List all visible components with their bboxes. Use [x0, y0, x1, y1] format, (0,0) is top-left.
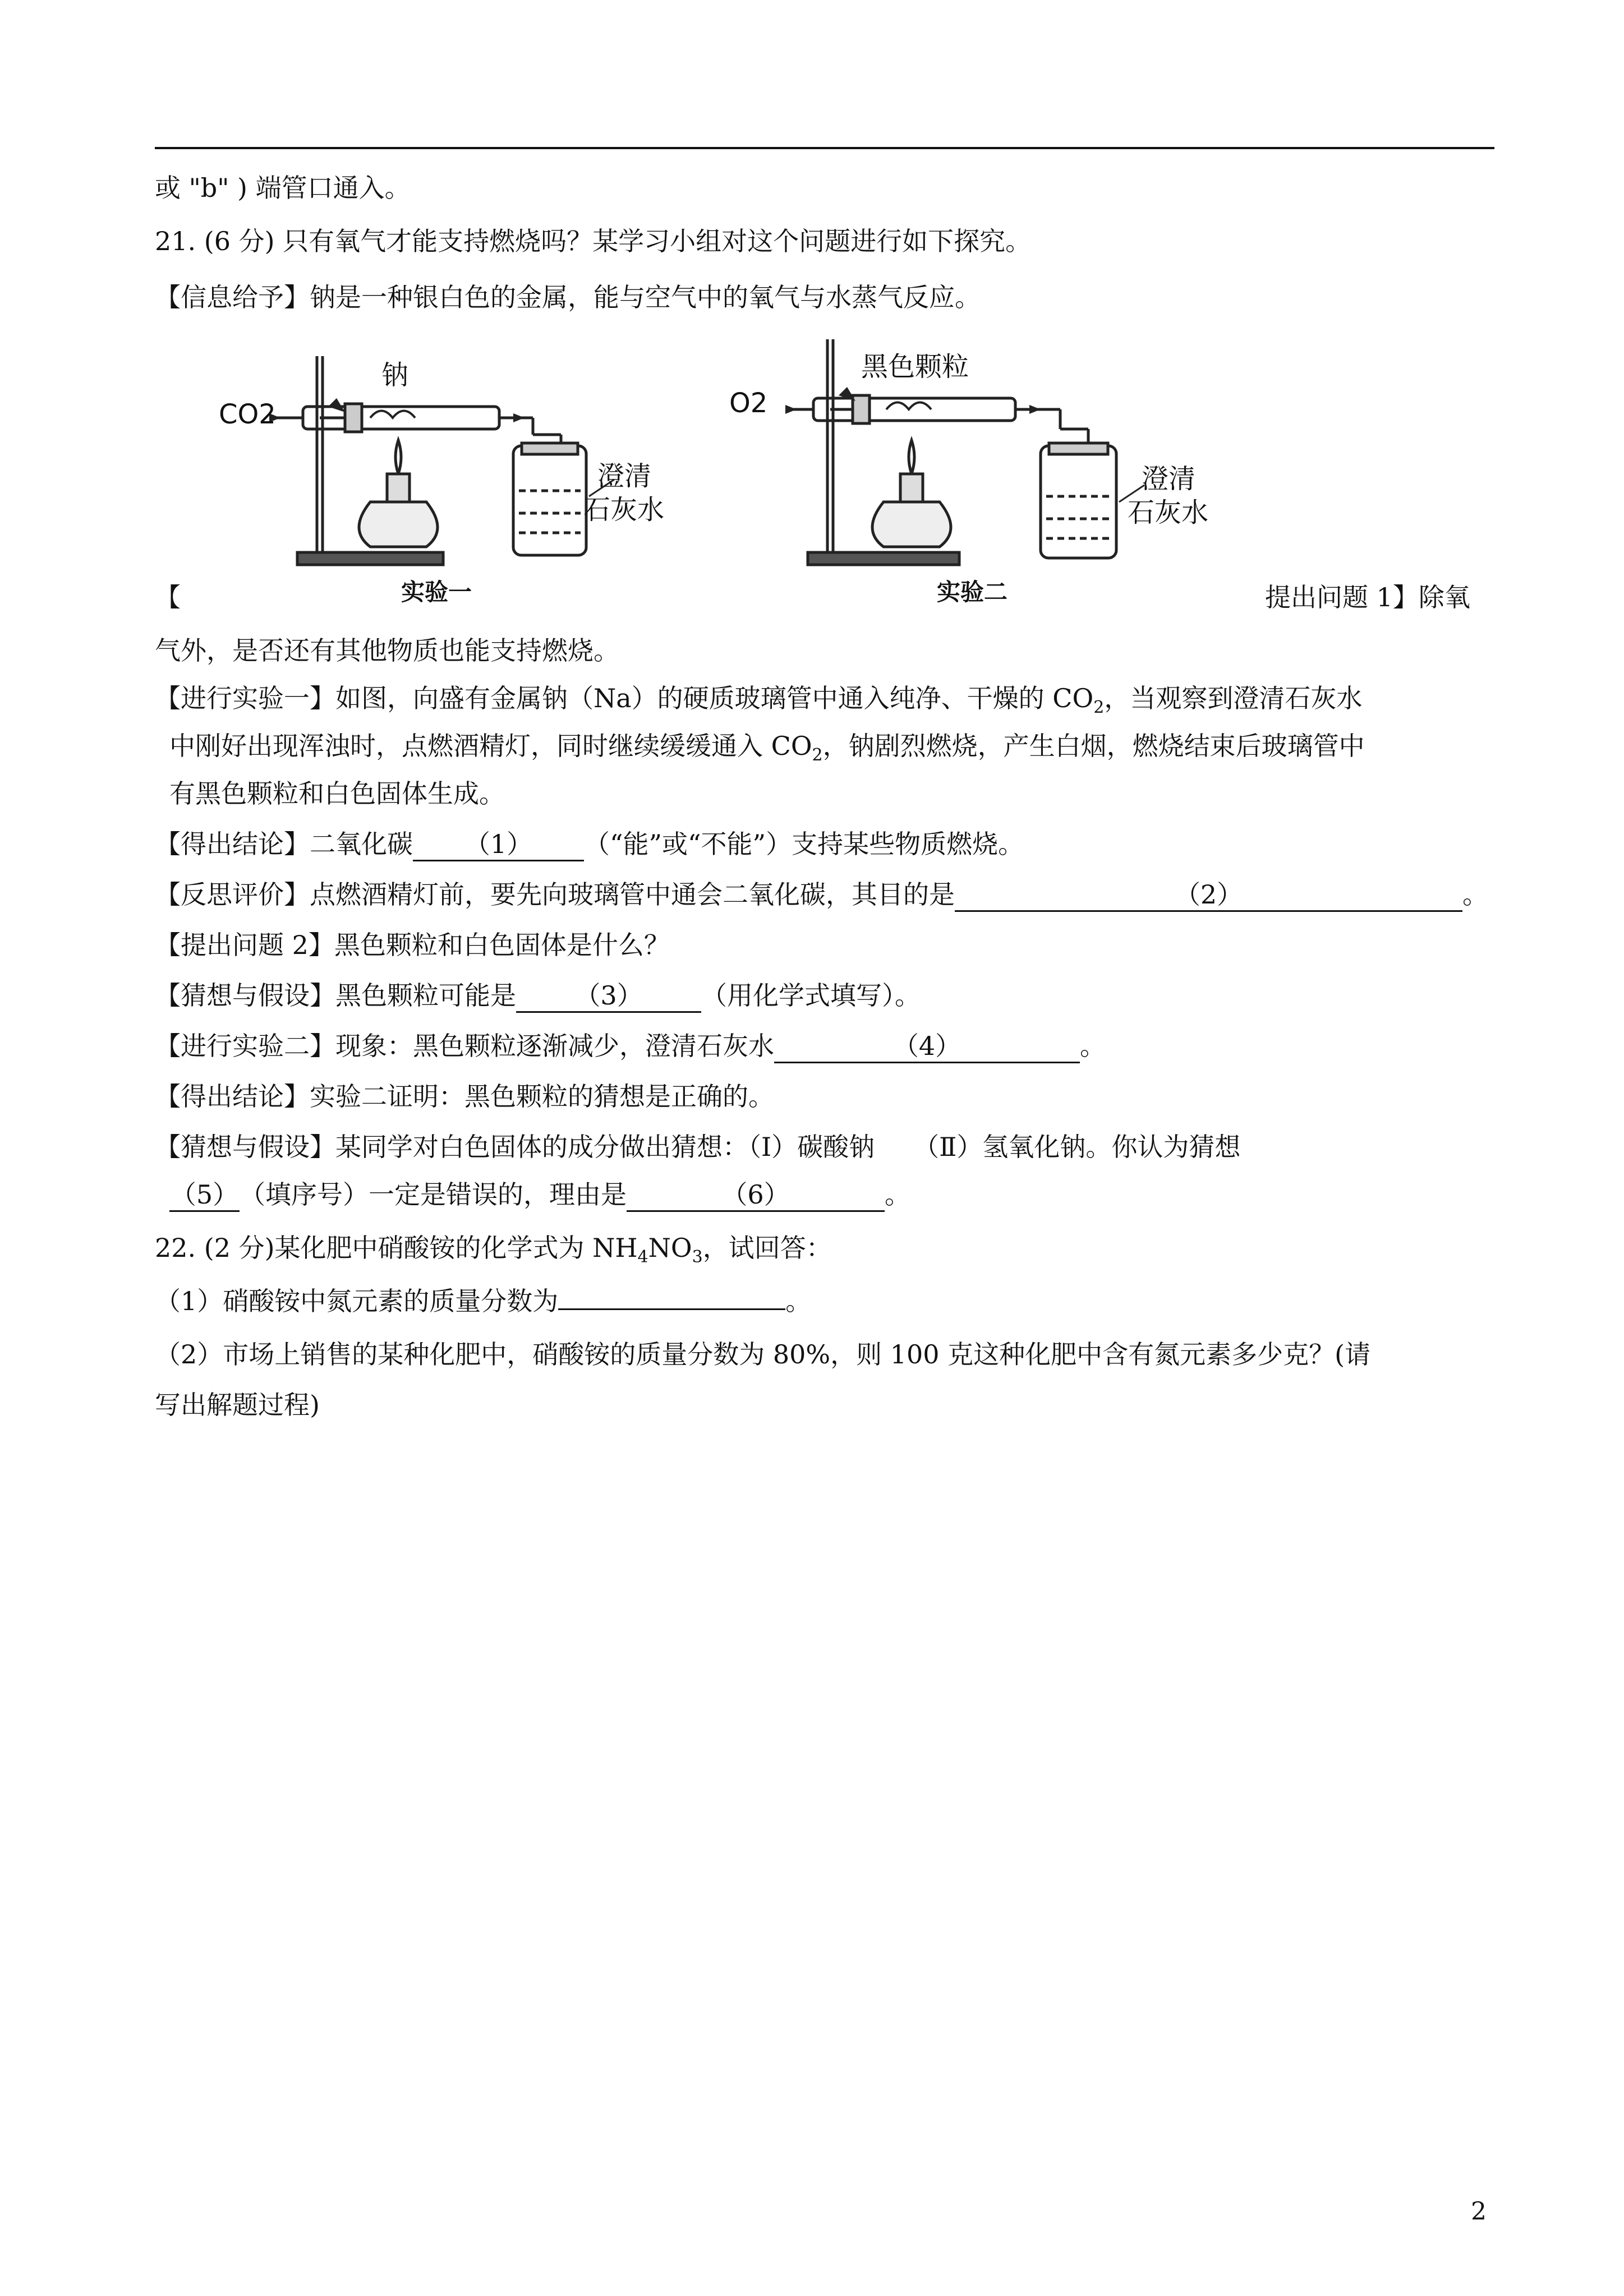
- q1-heading: 提出问题 1】除氧: [1265, 582, 1470, 612]
- answer-blank-6[interactable]: （6）: [627, 1179, 885, 1212]
- experiment-2: 【进行实验二】现象：黑色颗粒逐渐减少，澄清石灰水 （4） 。: [155, 1029, 1496, 1063]
- fig2-bottle-label-2: 石灰水: [1128, 497, 1209, 528]
- question-2: 【提出问题 2】黑色颗粒和白色固体是什么？: [155, 930, 670, 960]
- page-number: 2: [1471, 2197, 1487, 2226]
- fig2-top-label: 黑色颗粒: [861, 351, 969, 382]
- reflection: 【反思评价】点燃酒精灯前，要先向玻璃管中通会二氧化碳，其目的是 （2） 。: [155, 878, 1496, 912]
- q22-part-2-line-2: 写出解题过程): [155, 1390, 320, 1420]
- q22-part-2-line-1: （2）市场上销售的某种化肥中，硝酸铵的质量分数为 80%，则 100 克这种化肥中含有氮元素多少克？(请: [155, 1339, 1371, 1370]
- fig2-bottle-label-1: 澄清: [1142, 463, 1196, 495]
- apparatus-diagrams: [202, 334, 1324, 614]
- fig2-gas-label: O2: [729, 388, 768, 419]
- fig2-caption: 实验二: [937, 578, 1008, 606]
- experiment-figures: [202, 334, 1324, 614]
- inlet-arrow-2: [785, 405, 797, 414]
- answer-blank-3[interactable]: （3）: [516, 980, 701, 1013]
- header-rule: [155, 147, 1494, 149]
- fig1-bottle-label-2: 石灰水: [583, 494, 665, 525]
- q21-info: 【信息给予】钠是一种银白色的金属，能与空气中的氧气与水蒸气反应。: [155, 282, 981, 312]
- fig1-bottle-label-1: 澄清: [597, 460, 652, 492]
- outlet-arrow-2: [1029, 405, 1041, 414]
- hypothesis-2-line-2: （5）（填序号）一定是错误的，理由是 （6） 。: [169, 1178, 1510, 1212]
- hypothesis-2-line-1: 【猜想与假设】某同学对白色固体的成分做出猜想：（Ⅰ）碳酸钠 （Ⅱ）氢氧化钠。你认为猜想: [155, 1132, 1241, 1162]
- q22-title: 22. (2 分)某化肥中硝酸铵的化学式为 $NH_4NO_3$，试回答：: [155, 1233, 832, 1267]
- answer-blank-5[interactable]: （5）: [169, 1179, 240, 1212]
- fig1-gas-label: CO2: [219, 399, 276, 430]
- answer-blank-4[interactable]: （4）: [774, 1030, 1080, 1063]
- apparatus-1: [269, 356, 614, 565]
- q1-open-bracket: 【: [155, 582, 181, 612]
- hypothesis-1: 【猜想与假设】黑色颗粒可能是 （3） （用化学式填写）。: [155, 979, 1496, 1013]
- answer-blank-q22-1[interactable]: [558, 1308, 785, 1310]
- outlet-arrow-1: [513, 413, 525, 422]
- exp1-line-2: 中刚好出现浑浊时，点燃酒精灯，同时继续缓缓通入 $CO_2$，钠剧烈燃烧，产生白烟，燃烧结束后玻璃管中: [169, 731, 1365, 766]
- q22-part-1: （1）硝酸铵中氮元素的质量分数为 。: [155, 1286, 812, 1316]
- fig1-caption: 实验一: [401, 578, 472, 606]
- top-fragment: 或 "b" ) 端管口通入。: [155, 173, 411, 203]
- answer-blank-2[interactable]: （2）: [955, 879, 1462, 912]
- exp1-line-1: 【进行实验一】如图，向盛有金属钠（Na）的硬质玻璃管中通入纯净、干燥的 $CO_2$，当观察到澄清石灰水: [155, 683, 1363, 718]
- q21-title: 21. (6 分) 只有氧气才能支持燃烧吗？某学习小组对这个问题进行如下探究。: [155, 226, 1032, 256]
- exp1-line-3: 有黑色颗粒和白色固体生成。: [169, 778, 505, 809]
- conclusion-1: 【得出结论】二氧化碳 （1） （“能”或“不能”）支持某些物质燃烧。: [155, 827, 1496, 861]
- q1-continuation: 气外，是否还有其他物质也能支持燃烧。: [155, 635, 619, 666]
- fig1-top-label: 钠: [381, 359, 409, 391]
- answer-blank-1[interactable]: （1）: [413, 828, 584, 861]
- conclusion-2: 【得出结论】实验二证明：黑色颗粒的猜想是正确的。: [155, 1081, 774, 1112]
